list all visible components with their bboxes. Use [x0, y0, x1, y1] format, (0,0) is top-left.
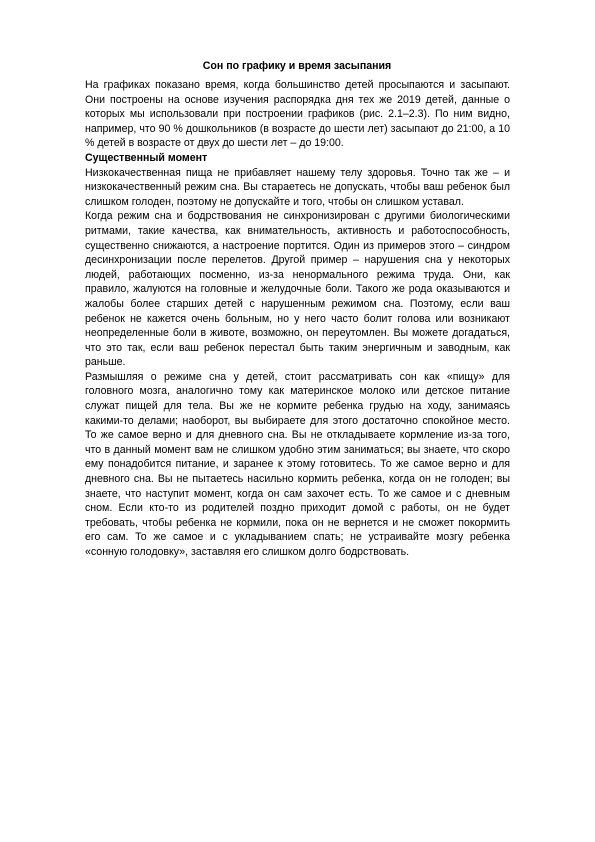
section-heading: Существенный момент — [85, 151, 208, 164]
paragraph-3: Размышляя о режиме сна у детей, стоит рассматривать сон как «пищу» для головного мозга, аналогично тому как материнское молоко или детское питание служат пищей для тела. Вы же не кормите ребенка грудью на ходу, занимаясь какими-то делами; наоборот, вы выбираете для этого достаточно спокойное место. То же самое верно и для дневного сна. Вы не откладываете кормление из-за того, что в данный момент вам не слишком удобно этим заниматься; вы знаете, что скоро ему понадобится питание, и заранее к этому готовитесь. То же самое верно и для дневного сна. Вы не пытаетесь насильно кормить ребенка, когда он не голоден; вы знаете, что наступит момент, когда он сам захочет есть. То же самое и с дневным сном. Если кто-то из родителей поздно приходит домой с работы, он не будет требовать, чтобы ребенка не кормили, пока он не вернется и не сможет покормить его сам. То же самое и с укладыванием спать; не устраивайте мозгу ребенка «сонную голодовку», заставляя его слишком долго бодрствовать. — [85, 370, 510, 558]
paragraph-2: Когда режим сна и бодрствования не синхронизирован с другими биологическими ритмами, такие качества, как внимательность, активность и работоспособность, существенно снижаются, а настроение портится. Один из примеров этого – синдром десинхронизации после перелетов. Другой пример – нарушения сна у некоторых людей, работающих посменно, из-за ненормального режима труда. Они, как правило, жалуются на головные и желудочные боли. Такого же рода оказываются и жалобы более старших детей с нарушенным режимом сна. Поэтому, если ваш ребенок не кажется очень больным, но у него часто болит голова или возникают неопределенные боли в животе, возможно, он переутомлен. Вы можете догадаться, что это так, если ваш ребенок перестал быть таким энергичным и заводным, как раньше. — [85, 210, 510, 369]
intro-paragraph: На графиках показано время, когда большинство детей просыпаются и засыпают. Они построены на основе изучения распорядка дня тех же 2019 детей, данные о которых мы использовали при построении графиков (рис. 2.1–2.3). По ним видно, например, что 90 % дошкольников (в возрасте до шести лет) засыпают до 21:00, а 10 % детей в возрасте от двух до шести лет – до 19:00. — [85, 79, 510, 150]
paragraph-1: Низкокачественная пища не прибавляет нашему телу здоровья. Точно так же – и низкокачественный режим сна. Вы стараетесь не допускать, чтобы ваш ребенок был слишком голоден, поэтому не допускайте и того, чтобы он слишком уставал. — [85, 166, 510, 208]
document-body — [85, 78, 510, 560]
page-title: Сон по графику и время засыпания — [202, 60, 392, 72]
